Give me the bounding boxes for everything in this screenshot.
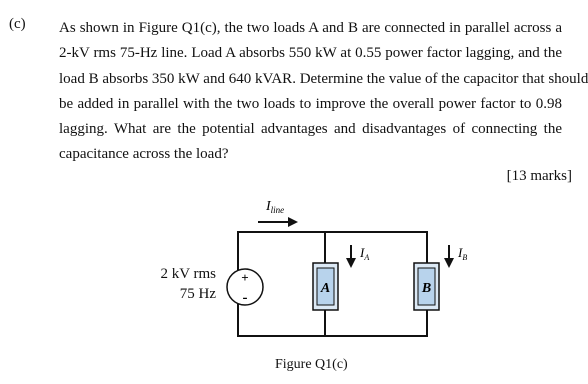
- question-line: be added in parallel with the two loads to improve the overall power factor to 0.98: [59, 95, 562, 112]
- question-number: (c): [9, 16, 26, 32]
- question-line: 2-kV rms 75-Hz line. Load A absorbs 550 kW at 0.55 power factor lagging, and the: [59, 45, 562, 62]
- question-line: load B absorbs 350 kW and 640 kVAR. Determine the value of the capacitor that should: [59, 70, 588, 87]
- i-line-label: $I_{line}$: [266, 199, 285, 215]
- source-plus: +: [241, 270, 249, 285]
- i-a-label: $I_A$: [360, 245, 370, 262]
- source-minus: -: [242, 290, 248, 306]
- i-a-arrowhead: [346, 258, 356, 268]
- question-line: lagging. What are the potential advantages and disadvantages of connecting the: [59, 121, 562, 138]
- i-b-label: $I_B$: [458, 245, 468, 262]
- source-frequency-label: 75 Hz: [179, 286, 216, 302]
- marks-label: [13 marks]: [506, 168, 572, 184]
- i-b-arrowhead: [444, 258, 454, 268]
- question-line: As shown in Figure Q1(c), the two loads A and B are connected in parallel across a: [59, 20, 562, 36]
- i-line-arrowhead: [288, 217, 298, 227]
- load-a-label: A: [320, 281, 331, 296]
- source-voltage-label: 2 kV rms: [160, 266, 216, 282]
- question-line: capacitance across the load?: [59, 146, 229, 163]
- load-b-label: B: [421, 281, 432, 296]
- figure-caption: Figure Q1(c): [275, 357, 348, 372]
